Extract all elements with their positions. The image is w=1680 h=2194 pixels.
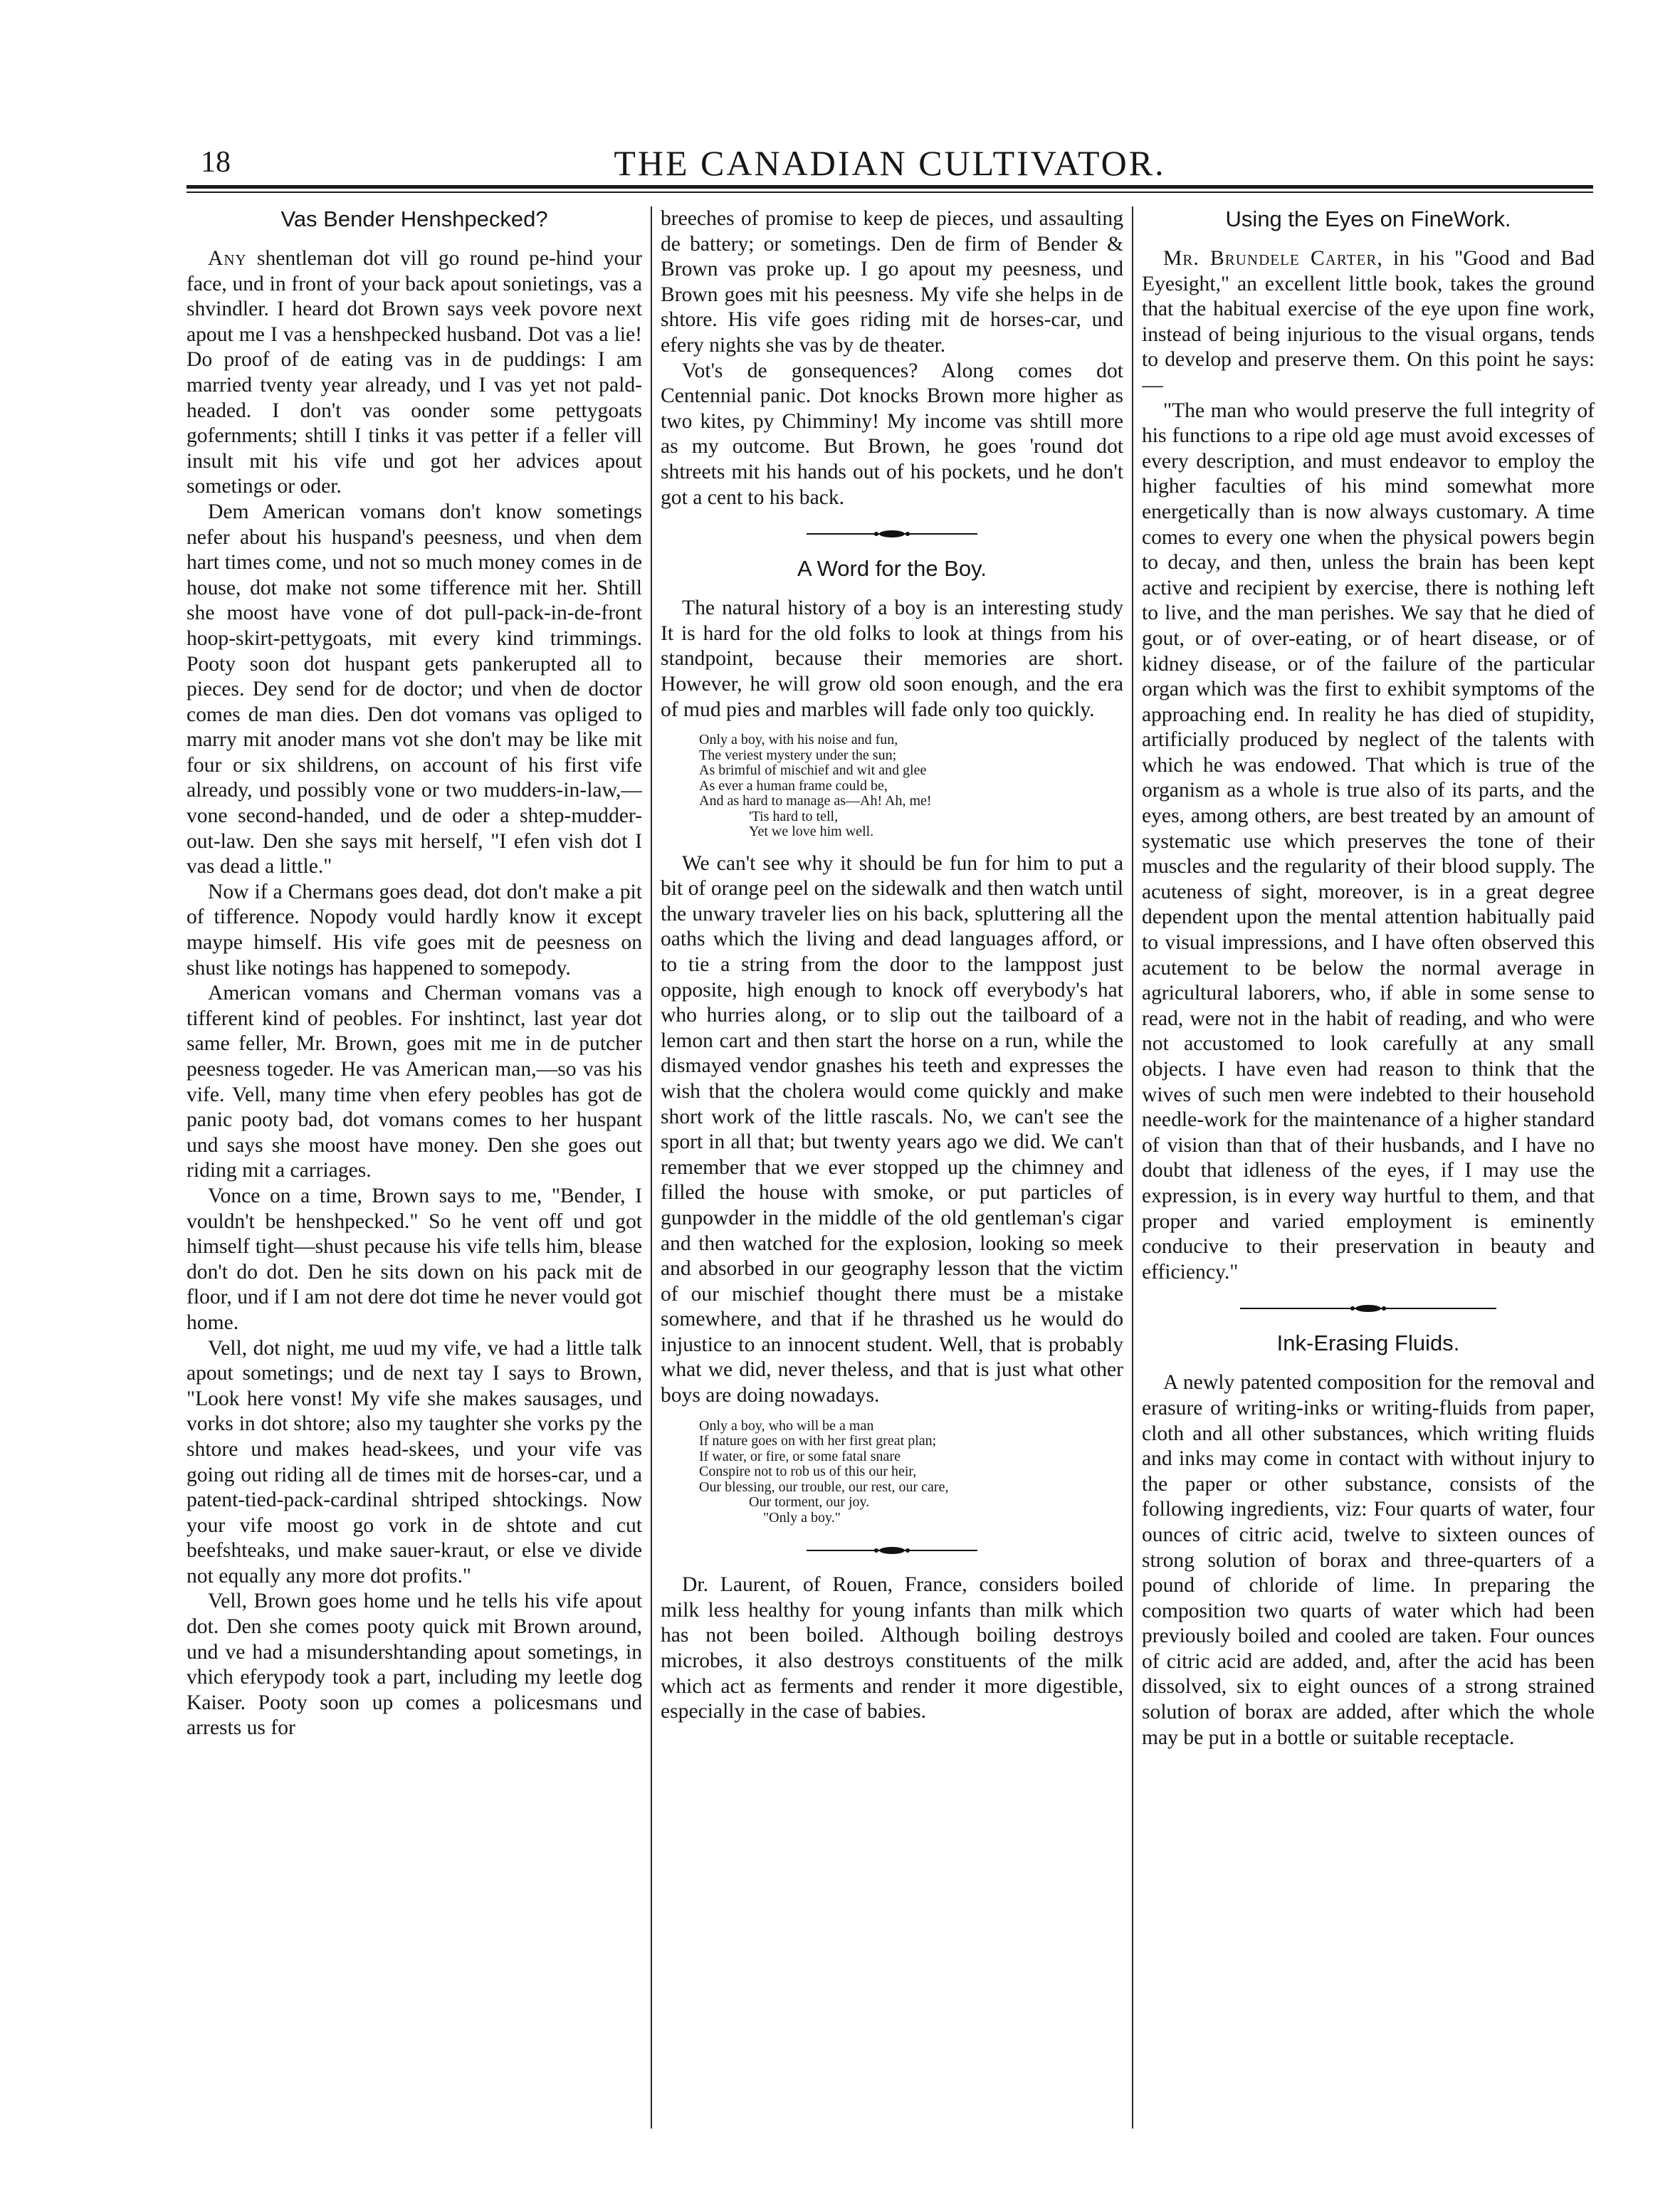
poem	[699, 733, 1123, 840]
paragraph: "The man who would preserve the full integrity of his functions to a ripe old age must avoid excesses of every description, and must endeavor to employ the higher faculties of his mind somewhat more energetically than is now always customary. A time comes to every one when the physical powers begin to decay, and then, unless the brain has been kept active and recipient by exercise, there is nothing left to live, and the man perishes. We say that he died of gout, or of over-eating, or of heart disease, or of kidney disease, or of the failure of the particular organ which was the first to exhibit symptoms of the approaching end. In reality he has died of stupidity, artificially produced by neglect of the talents with which he was endowed. That which is true of the organism as a whole is true also of its parts, and the eyes, among others, are best treated by an amount of systematic use which preserves the tone of their muscles and the regularity of their blood supply. The acuteness of sight, moreover, is in a great degree dependent upon the mental attention habitually paid to visual impressions, and I have often observed this acutement to be below the normal average in agricultural laborers, who, if able in some sense to read, were not in the habit of reading, and who were not accustomed to look carefully at any small objects. I have even had reason to think that the wives of such men were indebted to their household needle-work for the maintenance of a higher standard of vision than that of their husbands, and I have no doubt that idleness of the eyes, if I may use the expression, is in every way hurtful to them, and that proper and varied employment is eminently conducive to their preservation in beauty and efficiency."	[1142, 399, 1595, 1284]
journal-title: THE CANADIAN CULTIVATOR.	[614, 143, 1166, 183]
paragraph: Any shentleman dot vill go round pe-hind your face, und in front of your back apout sonietings, vas a shvindler. I heard dot Brown says veek povore next apout me I vas a henshpecked husband. Dot vas a lie! Do proof of de eating vas in de puddings: I am married tventy year already, und I vas yet not pald-headed. I don't vas oonder some pettygoats gofernments; shtill I tinks it vas petter if a feller vill insult mit his vife und got her advices apout sometings or oder.	[187, 247, 642, 498]
paragraph: Vot's de gonsequences? Along comes dot Centennial panic. Dot knocks Brown more higher as two kites, py Chimminy! My income vas shtill more as my outcome. But Brown, he goes 'round dot shtreets mit his hands out of his pockets, und he don't got a cent to his back.	[661, 359, 1123, 509]
paragraph: Vell, Brown goes home und he tells his vife apout dot. Den she comes pooty quick mit Brown around, und ve had a misundershtanding apout sometings, in vhich eferypody took a part, including my leetle dog Kaiser. Pooty soon up comes a policesmans und arrests us for	[187, 1590, 642, 1740]
paragraph: American vomans and Cherman vomans vas a tifferent kind of peobles. For inshtinct, last year dot same feller, Mr. Brown, goes mit me in de putcher peesness togeder. He vas American man,—so vas his vife. Vell, many time vhen efery peobles has got de panic pooty bad, dot vomans comes to her huspant und says she moost have money. Den she goes out riding mit a carriages.	[187, 982, 642, 1182]
paragraph: Mr. Brundele Carter, in his "Good and Bad Eyesight," an excellent little book, takes the ground that the habitual exercise of the eye upon fine work, instead of being injurious to the visual organs, tends to develop and preserve them. On this point he says:—	[1142, 247, 1595, 397]
article-title: Vas Bender Henshpecked?	[280, 206, 548, 231]
column-3	[1142, 206, 1595, 2129]
running-header	[187, 141, 1593, 184]
poem-line: As brimful of mischief and wit and glee	[699, 762, 927, 779]
header-rule	[187, 185, 1593, 189]
paragraph: breeches of promise to keep de pieces, und assaulting de battery; or sometings. Den de firm of Bender & Brown vas proke up. I go apout my peesness, und Brown goes mit his peesness. My vife she helps in de shtore. His vife goes riding mit de horses-car, und efery nights she vas by de theater.	[661, 207, 1123, 357]
poem-line: Only a boy, with his noise and fun,	[699, 732, 898, 748]
poem-line: The veriest mystery under the sun;	[699, 747, 897, 763]
column-divider	[651, 206, 652, 2129]
poem-line: Conspire not to rob us of this our heir,	[699, 1464, 917, 1480]
column-2	[661, 206, 1123, 2129]
paragraph: We can't see why it should be fun for him to put a bit of orange peel on the sidewalk and then watch until the unwary traveler lies on his back, spluttering all the oaths which the living and dead languages afford, or to tie a string from the door to the lamppost just opposite, high enough to knock off everybody's hat who hurries along, or to slip out the tailboard of a lemon cart and then start the horse on a run, while the dismayed vendor gnashes his teeth and expresses the wish that the cholera would come quickly and make short work of the little rascals. No, we can't see the sport in all that; but twenty years ago we did. We can't remember that we ever stopped up the chimney and filled the house with smoke, or put particles of gunpowder in the middle of the old gentleman's cigar and then watched for the explosion, looking so meek and absorbed in our geography lesson that the victim of our mischief thought there must be a mistake somewhere, and that if he thrashed us he would do injustice to an innocent student. Well, that is probably what we did, never theless, and that is just what other boys are doing nowadays.	[661, 851, 1123, 1407]
paragraph: Vonce on a time, Brown says to me, "Bender, I vouldn't be henshpecked." So he vent off und got himself tight—shust pecause his vife tells him, blease don't do dot. Den he sits down on his pack mit de floor, und if I am not dere dot time he never vould got home.	[187, 1184, 642, 1334]
poem-line: Only a boy, who will be a man	[699, 1417, 874, 1434]
paragraph: The natural history of a boy is an interesting study It is hard for the old folks to look at things from his standpoint, because their memories are short. However, he will grow old soon enough, and the era of mud pies and marbles will fade only too quickly.	[661, 597, 1123, 721]
poem-line: As ever a human frame could be,	[699, 777, 888, 794]
column-divider	[1132, 206, 1133, 2129]
column-1	[187, 206, 642, 2129]
poem-line: 'Tis hard to tell,	[749, 808, 839, 824]
poem-line: Our blessing, our trouble, our rest, our care,	[699, 1479, 949, 1495]
paragraph: A newly patented composition for the removal and erasure of writing-inks or writing-fluids from paper, cloth and all other substances, which writing fluids and inks may come in contact with without injury to the paper or other substance, consists of the following ingredients, viz: Four quarts of water, four ounces of citric acid, twelve to sixteen ounces of strong solution of borax and three-quarters of a pound of chloride of lime. In preparing the composition two quarts of water which had been previously boiled and cooled are taken. Four ounces of citric acid are added, and, after the acid has been dissolved, six to eight ounces of a strong strained solution of borax are added, after which the whole may be put in a bottle or suitable receptacle.	[1142, 1371, 1595, 1749]
ornament-divider	[1142, 1295, 1595, 1316]
poem	[699, 1419, 1123, 1526]
ornament-divider	[661, 520, 1123, 542]
poem-line: "Only a boy."	[763, 1509, 841, 1526]
ornament-divider	[661, 1537, 1123, 1558]
paragraph: Vell, dot night, me uud my vife, ve had a little talk apout sometings; und de next tay I says to Brown, "Look here vonst! My vife she makes sausages, und vorks in dot shtore; also my taughter she vorks py the shtore und makes head-skees, und your vife vas going out riding all de times mit de horses-car, und a patent-tied-pack-cardinal shtriped shtockings. Now your vife moost go vork in de shtote and cut beefshteaks, und make sauer-kraut, or else ve divide not equally any more dot profits."	[187, 1336, 642, 1587]
lead-word: Any	[208, 247, 247, 270]
poem-line: If nature goes on with her first great plan;	[699, 1433, 937, 1449]
article-title: Ink-Erasing Fluids.	[1276, 1330, 1460, 1356]
paragraph: Dem American vomans don't know sometings nefer about his huspand's peesness, und vhen dem hart times come, und not so much money comes in de house, dot make not some tifference mit her. Shtill she moost have vone of dot pull-pack-in-de-front hoop-skirt-pettygoats, mit every kind trimmings. Pooty soon dot huspant gets pankerupted all to pieces. Dey send for de doctor; und vhen de doctor comes de man dies. Den dot vomans vas opliged to marry mit anoder mans vot she don't may be like mit four or six shildrens, on account of his first vife already, und possibly vone or two mudders-in-law,—vone second-handed, und de oder a shtep-mudder-out-law. Den she says mit herself, "I efen vish dot I vas dead a little."	[187, 500, 642, 878]
poem-line: If water, or fire, or some fatal snare	[699, 1448, 901, 1464]
poem-line: Our torment, our joy.	[749, 1494, 870, 1511]
page-number: 18	[201, 146, 231, 179]
poem-line: And as hard to manage as—Ah! Ah, me!	[699, 793, 932, 809]
article-title: A Word for the Boy.	[797, 556, 987, 582]
lead-words: Mr. Brundele Carter,	[1163, 247, 1383, 270]
article-title: Using the Eyes on FineWork.	[1225, 206, 1511, 231]
header-rule-thin	[187, 191, 1593, 193]
paragraph: Dr. Laurent, of Rouen, France, considers boiled milk less healthy for young infants than milk which has not been boiled. Although boiling destroys microbes, it also destroys constituents of the milk which act as ferments and render it more digestible, especially in the case of babies.	[661, 1573, 1123, 1723]
paragraph: Now if a Chermans goes dead, dot don't make a pit of tifference. Nopody vould hardly know it except maype himself. His vife goes mit de peesness on shust like notings has happened to somepody.	[187, 880, 642, 980]
poem-line: Yet we love him well.	[749, 824, 874, 840]
